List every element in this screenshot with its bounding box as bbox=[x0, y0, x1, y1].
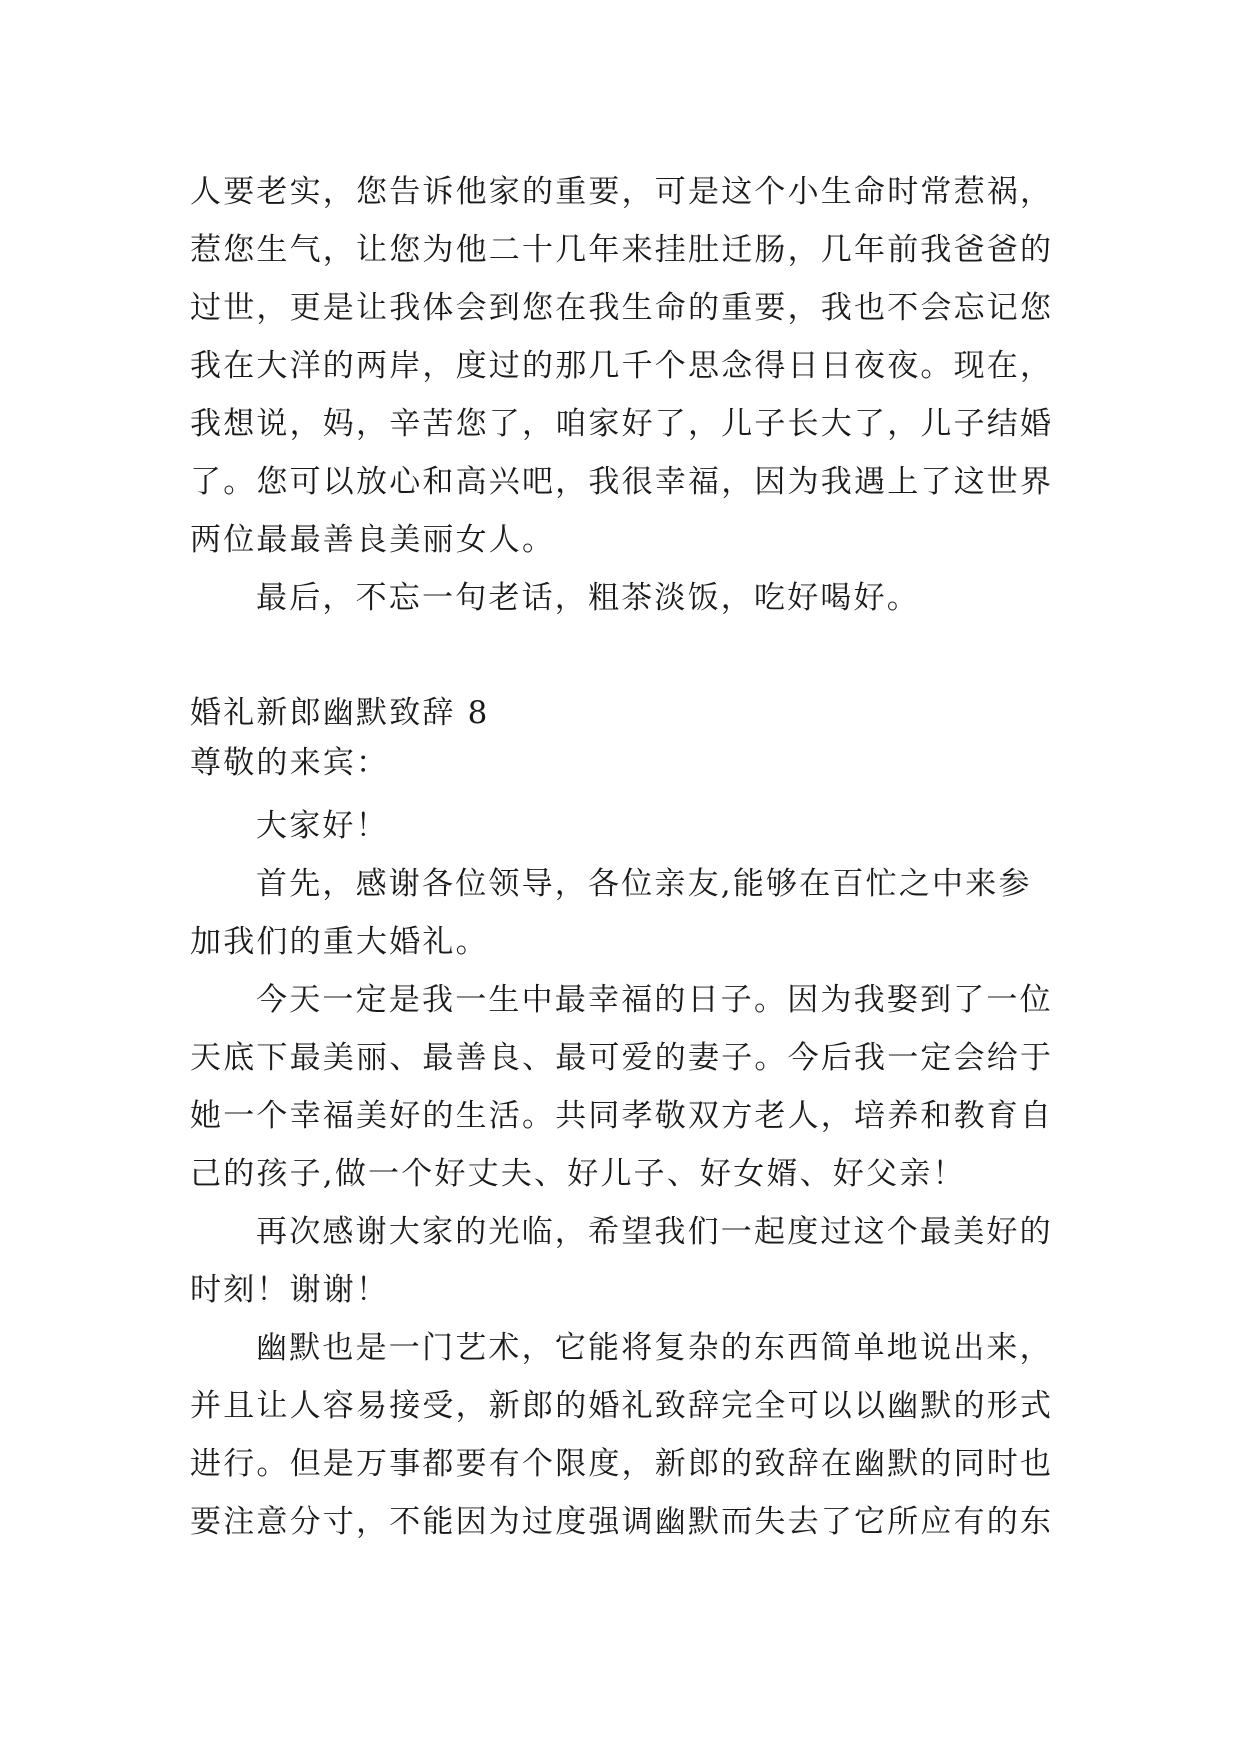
text-line: 进行。但是万事都要有个限度，新郎的致辞在幽默的同时也 bbox=[190, 1446, 1054, 1482]
text-line: 惹您生气，让您为他二十几年来挂肚迁肠，几年前我爸爸的 bbox=[190, 232, 1054, 268]
text-line: 人要老实，您告诉他家的重要，可是这个小生命时常惹祸， bbox=[190, 174, 1054, 210]
section-title: 婚礼新郎幽默致辞 8 bbox=[190, 695, 490, 731]
text-line: 我想说，妈，辛苦您了，咱家好了，儿子长大了，儿子结婚 bbox=[190, 406, 1054, 442]
text-line: 己的孩子,做一个好丈夫、好儿子、好女婿、好父亲！ bbox=[190, 1156, 966, 1192]
text-line: 时刻！谢谢！ bbox=[190, 1272, 390, 1308]
text-line: 并且让人容易接受，新郎的婚礼致辞完全可以以幽默的形式 bbox=[190, 1388, 1054, 1424]
paragraph-continuation bbox=[190, 163, 1060, 627]
text-line: 她一个幸福美好的生活。共同孝敬双方老人，培养和教育自 bbox=[190, 1098, 1054, 1134]
text-line: 天底下最美丽、最善良、最可爱的妻子。今后我一定会给于 bbox=[190, 1040, 1054, 1076]
text-line: 要注意分寸，不能因为过度强调幽默而失去了它所应有的东 bbox=[190, 1504, 1054, 1540]
text-line: 两位最最善良美丽女人。 bbox=[190, 522, 556, 558]
section-heading bbox=[190, 688, 1060, 788]
section-body bbox=[190, 797, 1060, 1551]
text-line: 最后，不忘一句老话，粗茶淡饭，吃好喝好。 bbox=[256, 580, 920, 616]
text-line: 大家好！ bbox=[256, 808, 389, 844]
salutation: 尊敬的来宾： bbox=[190, 745, 390, 781]
text-line: 今天一定是我一生中最幸福的日子。因为我娶到了一位 bbox=[256, 982, 1053, 1018]
text-line: 我在大洋的两岸，度过的那几千个思念得日日夜夜。现在， bbox=[190, 348, 1054, 384]
text-line: 了。您可以放心和高兴吧，我很幸福，因为我遇上了这世界 bbox=[190, 464, 1054, 500]
text-line: 过世，更是让我体会到您在我生命的重要，我也不会忘记您 bbox=[190, 290, 1054, 326]
text-line: 再次感谢大家的光临，希望我们一起度过这个最美好的 bbox=[256, 1214, 1053, 1250]
text-line: 加我们的重大婚礼。 bbox=[190, 924, 489, 960]
text-line: 首先，感谢各位领导，各位亲友,能够在百忙之中来参 bbox=[256, 866, 1032, 902]
text-line: 幽默也是一门艺术，它能将复杂的东西简单地说出来， bbox=[256, 1330, 1053, 1366]
